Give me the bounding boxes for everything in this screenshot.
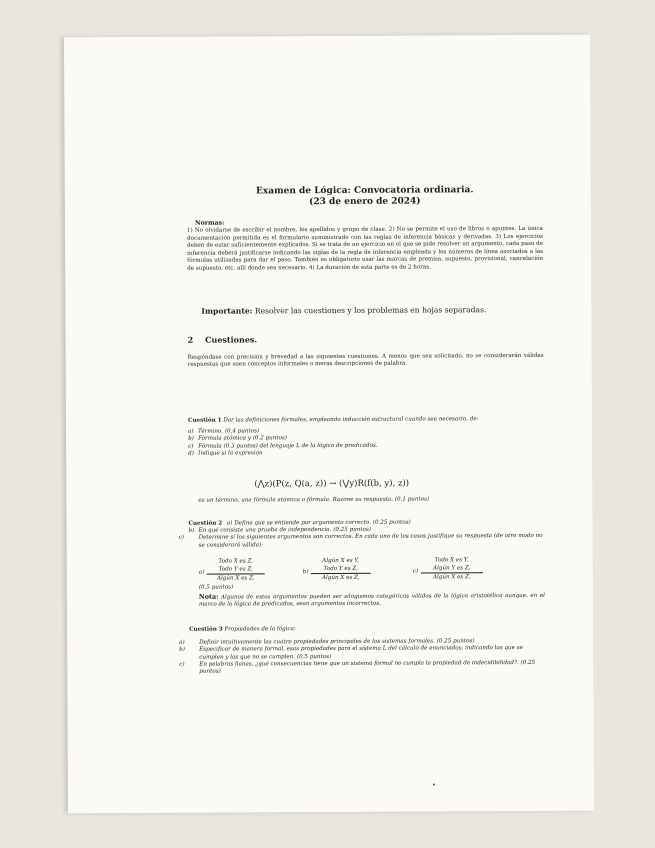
syllogism-a: Todo X es Z, Todo Y es Z, Algún X es Z, xyxy=(207,557,265,583)
q1-header xyxy=(188,416,544,425)
q2-points: (0.5 puntos) xyxy=(198,584,234,591)
list-item: b) Especificar de manera formal, esas propiedades para el sistema L del cálculo de enunciados: indicando las que se cumplen y las que no se cumplen. (0.5 puntos) xyxy=(179,645,523,661)
list-item: b) En qué consiste una prueba de independencia. (0.25 puntos) xyxy=(188,526,372,534)
importante-text: Resolver las cuestiones y los problemas en hojas separadas. xyxy=(254,305,487,316)
q1-trail: es un término, una fórmula atómica o fórmula. Razone su respuesta. (0.1 puntos) xyxy=(198,496,430,504)
normas-text: 1) No olvidarse de escribir el nombre, los apellidos y grupo de clase. 2) No se permite el uso de libros o apuntes. La única documentación permitida es el formulario suministrado con las reglas de inferencia básicas y derivadas. 3) Los ejercicios deben de estar suficientemente explicados. Si se trata de un ejercicio en el que se pide resolver un argumento, cada paso de inferencia deberá justificarse indicando las siglas de la regla de inferencia empleada y los números de línea asociados a las fórmulas utilizadas para dar el paso. También es obligatorio usar las marcas de premisa, supuesto, provisional, cancelación de supuesto, etc. allí donde sea necesario. 4) La duración de esta parte es de 2 horas. xyxy=(186,225,544,272)
nota-text: Algunos de estos argumentos pueden ser silogismos categóricos válidos de la lógica aristotélica aunque, en el marco de la lógica de predicados, sean argumentos incorrectos. xyxy=(198,592,545,608)
q2-label: Cuestión 2 xyxy=(188,520,223,527)
list-item: c) Fórmula (0.3 puntos) del lenguaje L de la lógica de predicados. xyxy=(188,442,378,450)
syllogism-a-label: a) xyxy=(198,569,205,576)
q3-header xyxy=(189,625,545,634)
list-item: d) Indique si la expresión xyxy=(188,450,263,457)
exam-content xyxy=(178,35,545,675)
syllogism-b: Algún X es Y, Todo Y es Z, Algún X es Z, xyxy=(311,557,371,583)
page-mark-dot xyxy=(433,783,435,785)
question-1 xyxy=(188,416,544,458)
q2-items xyxy=(178,526,545,549)
syllogism-c: Todo X es Y, Algún Y es Z, Algún X es Z, xyxy=(421,556,483,582)
q2-note xyxy=(199,592,545,609)
section-intro: Respóndase con precisión y brevedad a las siguientes cuestiones. A menos que sea solicitado, no se considerarán válidas respuestas que usen conceptos informales o meras descripciones de palabra. xyxy=(187,352,544,369)
section-title: Cuestiones. xyxy=(205,334,258,345)
importante-label: Importante: xyxy=(201,306,253,316)
q1-label: Cuestión 1 xyxy=(187,417,222,424)
section-number: 2 xyxy=(187,334,194,345)
q1-formula: (⋀z)(P(z, Q(a, z)) → (⋁y)R(f(b, y), z)) xyxy=(254,478,410,490)
question-3 xyxy=(179,625,545,676)
title-line-1: Examen de Lógica: Convocatoria ordinaria. xyxy=(256,185,474,197)
q3-items xyxy=(179,638,545,676)
importante-note xyxy=(201,305,486,315)
nota-label: Nota: xyxy=(198,592,219,601)
q2-item-a: Cuestión 2 a) Defina que se entiende por argumento correcto. (0.25 puntos) xyxy=(188,519,411,527)
list-item: a) Definir intuitivamente las cuatro propiedades principales de los sistemas formales. (0.25 puntos) xyxy=(179,638,475,646)
list-item: b) Fórmula atómica y (0.2 puntos) xyxy=(188,435,288,443)
normas-heading: Normas: xyxy=(194,219,225,227)
syllogism-c-label: c) xyxy=(412,568,419,575)
list-item: a) Término. (0.4 puntos) xyxy=(188,428,260,435)
q1-text: Dar las definiciones formales, empleando inducción estructural cuando sea necesario, de: xyxy=(223,416,479,424)
section-heading xyxy=(188,334,270,344)
q3-text: Propiedades de la lógica: xyxy=(224,626,296,633)
exam-page xyxy=(64,35,594,814)
list-item: c) Determine si los siguientes argumentos son correctos. En cada uno de los casos justifique su respuesta (de otro modo no se considerará válida): xyxy=(178,533,543,549)
syllogism-b-label: b) xyxy=(302,569,309,576)
title-line-2: (23 de enero de 2024) xyxy=(309,196,421,208)
list-item: c) En palabras llanas, ¿qué consecuencias tiene que un sistema formal no cumpla la propiedad de indecidibilidad?. (0.25 puntos) xyxy=(179,659,536,675)
exam-title xyxy=(187,185,543,209)
q3-label: Cuestión 3 xyxy=(189,626,223,633)
q1-items xyxy=(188,427,544,458)
question-2 xyxy=(178,519,545,550)
